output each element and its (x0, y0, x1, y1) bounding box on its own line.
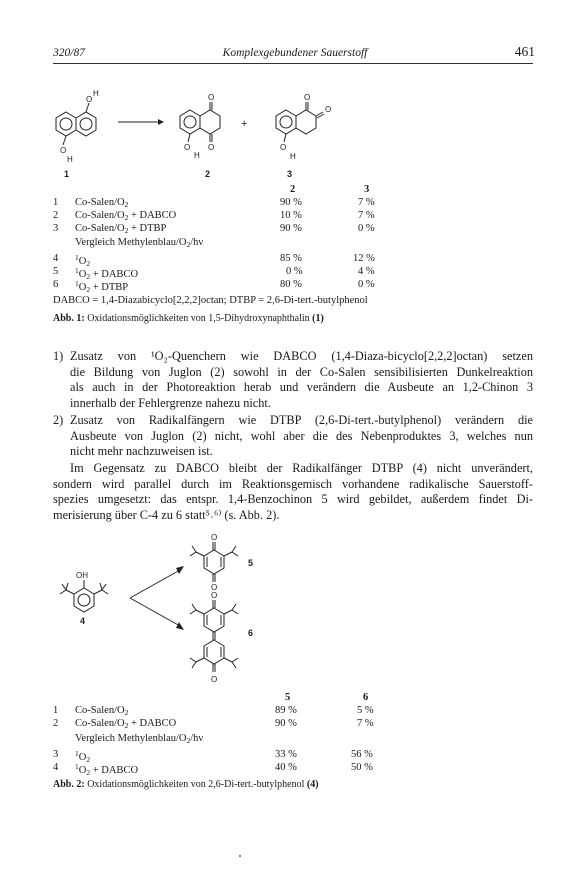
atom-label: H (194, 151, 200, 160)
row-number: 6 (53, 279, 59, 290)
atom-label: H (67, 155, 73, 164)
yield-table-1 (53, 184, 533, 324)
table-footnote: DABCO = 1,4-Diazabicyclo[2,2,2]octan; DTBP = 2,6-Di-tert.-butylphenol (53, 295, 368, 306)
text-line: innerhalb der Fehlergrenze nahezu nicht. (70, 395, 271, 410)
value-3: 0 % (358, 279, 375, 290)
table-row (53, 279, 533, 292)
text-line: Zusatz von Radikalfängern wie DTBP (2,6-Di-tert.-butylphenol) verändern die (70, 413, 533, 427)
reaction-scheme-1 (40, 82, 340, 182)
row-number: 2 (53, 210, 59, 221)
text-line: merisierung über C-4 zu 6 statt⁵˒⁶⁾ (s. Abb. 2). (53, 507, 280, 522)
text-line: die Bildung von Juglon (2) sowohl in der Co-Salen sensibilisierten Dunkelreaktion (70, 364, 533, 379)
table-row (53, 266, 533, 279)
row-number: 3 (53, 749, 59, 760)
figure-caption-2: Abb. 2: Oxidationsmöglichkeiten von 2,6-Di-tert.-butylphenol (4) (53, 779, 319, 790)
col-header-6: 6 (363, 692, 369, 703)
value-5: 40 % (275, 762, 297, 773)
condition: $^1O_2$ + DABCO (75, 266, 139, 281)
row-number: 5 (53, 266, 59, 277)
condition: $Co-Salen/O_2$ (75, 705, 129, 717)
row-number: 3 (53, 223, 59, 234)
text-line: als auch in der Photoreaktion herab und verändern die Ausbeute an 1,2-Chinon 3 (70, 380, 533, 395)
value-2: 85 % (280, 253, 302, 264)
list-item: 2) Zusatz von Radikalfängern wie DTBP (2,6-Di-tert.-butylphenol) verändern die Ausbeute von Juglon (2) nicht, wohl aber die des Nebenproduktes 3, welches nun nicht mehr nachzuweisen ist. (53, 413, 533, 459)
condition: $Co-Salen/O_2$ (75, 197, 129, 209)
table-row (53, 749, 533, 762)
row-number: 1 (53, 705, 59, 716)
text-line: Im Gegensatz zu DABCO bleibt der Radikalfänger DTBP (4) nicht unverändert, (70, 461, 533, 475)
figure-caption-1: Abb. 1: Oxidationsmöglichkeiten von 1,5-Dihydroxynaphthalin (1) (53, 313, 324, 324)
value-6: 50 % (351, 762, 373, 773)
table-row (53, 223, 533, 236)
condition: $^1O_2$ (75, 749, 91, 764)
header-rule (53, 63, 533, 64)
value-2: 90 % (280, 223, 302, 234)
value-6: 56 % (351, 749, 373, 760)
text-line: sondern wird parallel durch im Reaktionsgemisch vorhandene radikalische Sauerstoff- (53, 476, 533, 491)
condition: $Co-Salen/O_2$ + DTBP (75, 223, 167, 235)
running-head-left: 320/87 (53, 47, 85, 59)
atom-label: H (290, 152, 296, 161)
compound-label-6: 6 (248, 628, 254, 638)
atom-label: O (211, 591, 218, 600)
value-3: 12 % (353, 253, 375, 264)
page-number: 461 (514, 44, 535, 59)
value-2: 90 % (280, 197, 302, 208)
table-row (53, 197, 533, 210)
atom-label: O (208, 143, 215, 152)
atom-label: OH (76, 571, 88, 580)
table-row (53, 210, 533, 223)
col-header-5: 5 (285, 692, 291, 703)
atom-label: O (208, 93, 215, 102)
atom-label: O (211, 533, 218, 542)
atom-label: H (93, 89, 99, 98)
row-number: 4 (53, 762, 59, 773)
yield-table-2 (53, 692, 533, 812)
list-item: 1) Zusatz von ¹O₂-Quenchern wie DABCO (1,4-Diaza-bicyclo[2,2,2]octan) setzen die Bildung von Juglon (2) sowohl in der Co-Salen sensibilisierten Dunkelreaktion als auch in der Photoreaktion herab und verändern die Ausbeute an 1,2-Chinon 3 innerhalb der Fehlergrenze nahezu nicht. (53, 349, 533, 410)
value-5: 89 % (275, 705, 297, 716)
row-number: 1 (53, 197, 59, 208)
value-6: 5 % (357, 705, 374, 716)
atom-label: O (184, 143, 191, 152)
atom-label: O (304, 93, 311, 102)
compound-label-2: 2 (205, 169, 211, 179)
compound-label-3: 3 (287, 169, 293, 179)
table-subheading: Vergleich Methylenblau/$O_2/h\nu$ (75, 733, 204, 745)
col-header-3: 3 (364, 184, 370, 195)
text-line: nicht mehr nachzuweisen ist. (70, 444, 213, 459)
value-3: 4 % (358, 266, 375, 277)
atom-label: O (280, 143, 287, 152)
table-row (53, 705, 533, 718)
col-header-2: 2 (290, 184, 296, 195)
value-6: 7 % (357, 718, 374, 729)
body-paragraph (53, 461, 533, 523)
table-row (53, 253, 533, 266)
reaction-scheme-2 (60, 528, 280, 688)
print-speck (239, 855, 241, 857)
value-2: 10 % (280, 210, 302, 221)
atom-label: O (211, 675, 218, 684)
compound-label-5: 5 (248, 558, 254, 568)
value-5: 33 % (275, 749, 297, 760)
value-2: 0 % (286, 266, 303, 277)
condition: $^1O_2$ (75, 253, 91, 268)
table-subheading: Vergleich Methylenblau/$O_2/h\nu$ (75, 237, 204, 249)
value-2: 80 % (280, 279, 302, 290)
text-line: spezies umgesetzt: das entspr. 1,4-Benzochinon 5 wird gebildet, außerdem findet Di- (53, 492, 533, 507)
atom-label: O (211, 583, 218, 592)
plus-sign: + (241, 118, 248, 130)
value-3: 0 % (358, 223, 375, 234)
value-3: 7 % (358, 210, 375, 221)
value-3: 7 % (358, 197, 375, 208)
running-head-title: Komplexgebundener Sauerstoff (222, 47, 368, 59)
table-row (53, 718, 533, 731)
atom-label: O (86, 95, 93, 104)
table-row (53, 762, 533, 775)
value-5: 90 % (275, 718, 297, 729)
compound-label-4: 4 (80, 616, 86, 626)
condition: $^1O_2$ + DTBP (75, 279, 129, 294)
text-line: Ausbeute von Juglon (2) nicht, wohl aber die des Nebenproduktes 3, welches nun (70, 428, 533, 443)
text-line: Zusatz von ¹O₂-Quenchern wie DABCO (1,4-Diaza-bicyclo[2,2,2]octan) setzen (70, 349, 533, 363)
row-number: 4 (53, 253, 59, 264)
atom-label: O (325, 105, 332, 114)
condition: $Co-Salen/O_2$ + DABCO (75, 210, 177, 222)
condition: $^1O_2$ + DABCO (75, 762, 139, 777)
atom-label: O (60, 146, 67, 155)
compound-label-1: 1 (64, 169, 70, 179)
row-number: 2 (53, 718, 59, 729)
condition: $Co-Salen/O_2$ + DABCO (75, 718, 177, 730)
